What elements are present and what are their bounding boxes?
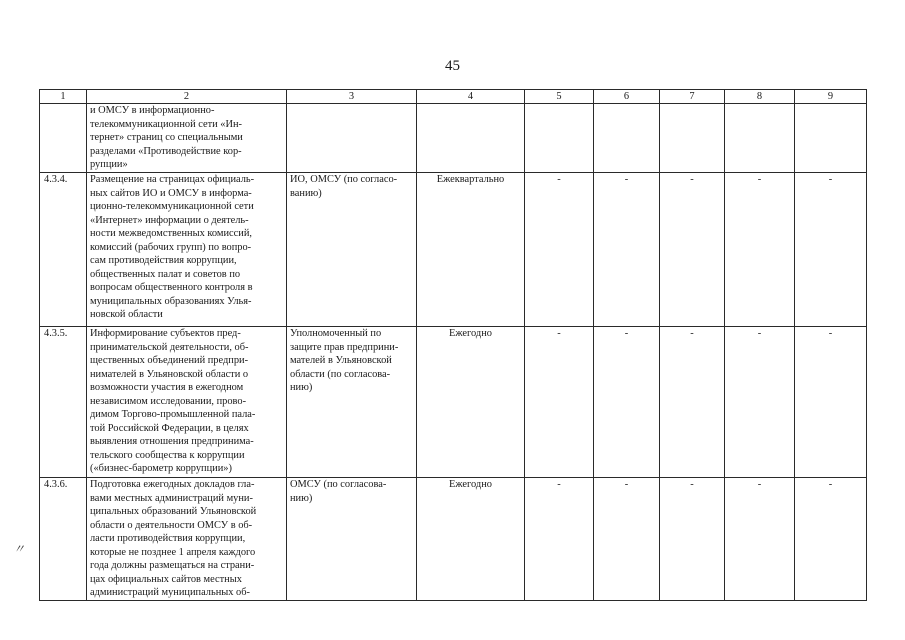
description-line: телекоммуникационной сети «Ин- xyxy=(90,118,242,130)
item-number: 4.3.4. xyxy=(40,173,87,327)
description-line: и ОМСУ в информационно- xyxy=(90,105,215,116)
item-number: 4.3.6. xyxy=(40,478,87,601)
responsible-line: Уполномоченный по xyxy=(290,328,382,339)
description-line: вами местных администраций муни- xyxy=(90,492,253,504)
table-row xyxy=(40,327,867,478)
funding-cell: - xyxy=(725,478,795,601)
responsible-line: ванию) xyxy=(290,187,322,199)
table-row xyxy=(40,104,867,173)
description-line: ласти противодействия коррупции, xyxy=(90,533,246,544)
description-line: цах официальных сайтов местных xyxy=(90,573,242,585)
description-line: комиссий (рабочих групп) по вопро- xyxy=(90,241,252,253)
responsible-line: мателей в Ульяновской xyxy=(290,355,392,366)
responsible-executors xyxy=(287,104,417,173)
execution-term: Ежеквартально xyxy=(417,173,525,327)
execution-term: Ежегодно xyxy=(417,327,525,478)
description-line: Размещение на страницах официаль- xyxy=(90,174,255,185)
description-line: ности межведомственных комиссий, xyxy=(90,228,252,239)
description-line: муниципальных образованиях Улья- xyxy=(90,295,252,307)
responsible-line: ИО, ОМСУ (по согласо- xyxy=(290,174,398,185)
header-cell: 9 xyxy=(795,90,867,104)
funding-cell: - xyxy=(525,327,594,478)
measure-description xyxy=(87,327,287,478)
funding-cell: - xyxy=(795,173,867,327)
header-row xyxy=(40,90,867,104)
description-line: «Интернет» информации о деятель- xyxy=(90,214,249,226)
description-line: щественных объединений предпри- xyxy=(90,355,249,366)
funding-cell: - xyxy=(725,173,795,327)
table-row xyxy=(40,478,867,601)
responsible-line: нию) xyxy=(290,492,313,504)
description-line: возможности участия в ежегодном xyxy=(90,382,244,393)
header-cell: 7 xyxy=(660,90,725,104)
funding-cell: - xyxy=(594,327,660,478)
header-cell: 1 xyxy=(40,90,87,104)
responsible-executors xyxy=(287,173,417,327)
description-line: ципальных образований Ульяновской xyxy=(90,506,257,517)
responsible-line: ОМСУ (по согласова- xyxy=(290,479,387,490)
description-line: вопросам общественного контроля в xyxy=(90,282,253,293)
funding-cell xyxy=(795,104,867,173)
description-line: рупции» xyxy=(90,159,128,170)
responsible-line: нию) xyxy=(290,382,313,393)
description-line: администраций муниципальных об- xyxy=(90,587,250,598)
plan-table xyxy=(39,89,867,601)
description-line: принимательской деятельности, об- xyxy=(90,341,249,353)
funding-cell: - xyxy=(660,327,725,478)
item-number: 4.3.5. xyxy=(40,327,87,478)
item-number xyxy=(40,104,87,173)
description-line: которые не позднее 1 апреля каждого xyxy=(90,546,256,558)
funding-cell: - xyxy=(594,478,660,601)
description-line: новской области xyxy=(90,309,163,320)
description-line: области о деятельности ОМСУ в об- xyxy=(90,519,253,531)
description-line: той Российской Федерации, в целях xyxy=(90,422,249,434)
page-number: 45 xyxy=(445,58,460,74)
funding-cell xyxy=(660,104,725,173)
description-line: независимом исследовании, прово- xyxy=(90,395,247,407)
header-cell: 6 xyxy=(594,90,660,104)
description-line: димом Торгово-промышленной пала- xyxy=(90,409,256,420)
header-cell: 8 xyxy=(725,90,795,104)
execution-term: Ежегодно xyxy=(417,478,525,601)
funding-cell: - xyxy=(594,173,660,327)
table-row xyxy=(40,173,867,327)
measure-description xyxy=(87,478,287,601)
responsible-line: области (по согласова- xyxy=(290,368,391,380)
responsible-line: защите прав предприни- xyxy=(290,341,399,353)
description-line: Информирование субъектов пред- xyxy=(90,328,241,339)
funding-cell xyxy=(525,104,594,173)
description-line: («бизнес-барометр коррупции») xyxy=(90,463,232,474)
funding-cell: - xyxy=(725,327,795,478)
description-line: ционно-телекоммуникационной сети xyxy=(90,201,254,212)
description-line: нимателей в Ульяновской области о xyxy=(90,368,249,380)
margin-pen-mark: 〃 xyxy=(13,542,26,556)
measure-description xyxy=(87,104,287,173)
header-cell: 5 xyxy=(525,90,594,104)
funding-cell: - xyxy=(660,173,725,327)
description-line: тернет» страниц со специальными xyxy=(90,132,243,143)
funding-cell: - xyxy=(660,478,725,601)
description-line: Подготовка ежегодных докладов гла- xyxy=(90,479,255,490)
description-line: сам противодействия коррупции, xyxy=(90,255,237,266)
funding-cell: - xyxy=(795,327,867,478)
funding-cell xyxy=(594,104,660,173)
header-cell: 2 xyxy=(87,90,287,104)
description-line: разделами «Противодействие кор- xyxy=(90,145,242,157)
funding-cell xyxy=(725,104,795,173)
funding-cell: - xyxy=(525,173,594,327)
funding-cell: - xyxy=(795,478,867,601)
description-line: года должны размещаться на страни- xyxy=(90,560,255,571)
responsible-executors xyxy=(287,478,417,601)
description-line: ных сайтов ИО и ОМСУ в информа- xyxy=(90,187,252,199)
header-cell: 3 xyxy=(287,90,417,104)
description-line: выявления отношения предпринима- xyxy=(90,436,254,447)
description-line: общественных палат и советов по xyxy=(90,268,241,280)
responsible-executors xyxy=(287,327,417,478)
funding-cell: - xyxy=(525,478,594,601)
measure-description xyxy=(87,173,287,327)
header-cell: 4 xyxy=(417,90,525,104)
description-line: тельского сообщества к коррупции xyxy=(90,449,245,461)
execution-term xyxy=(417,104,525,173)
